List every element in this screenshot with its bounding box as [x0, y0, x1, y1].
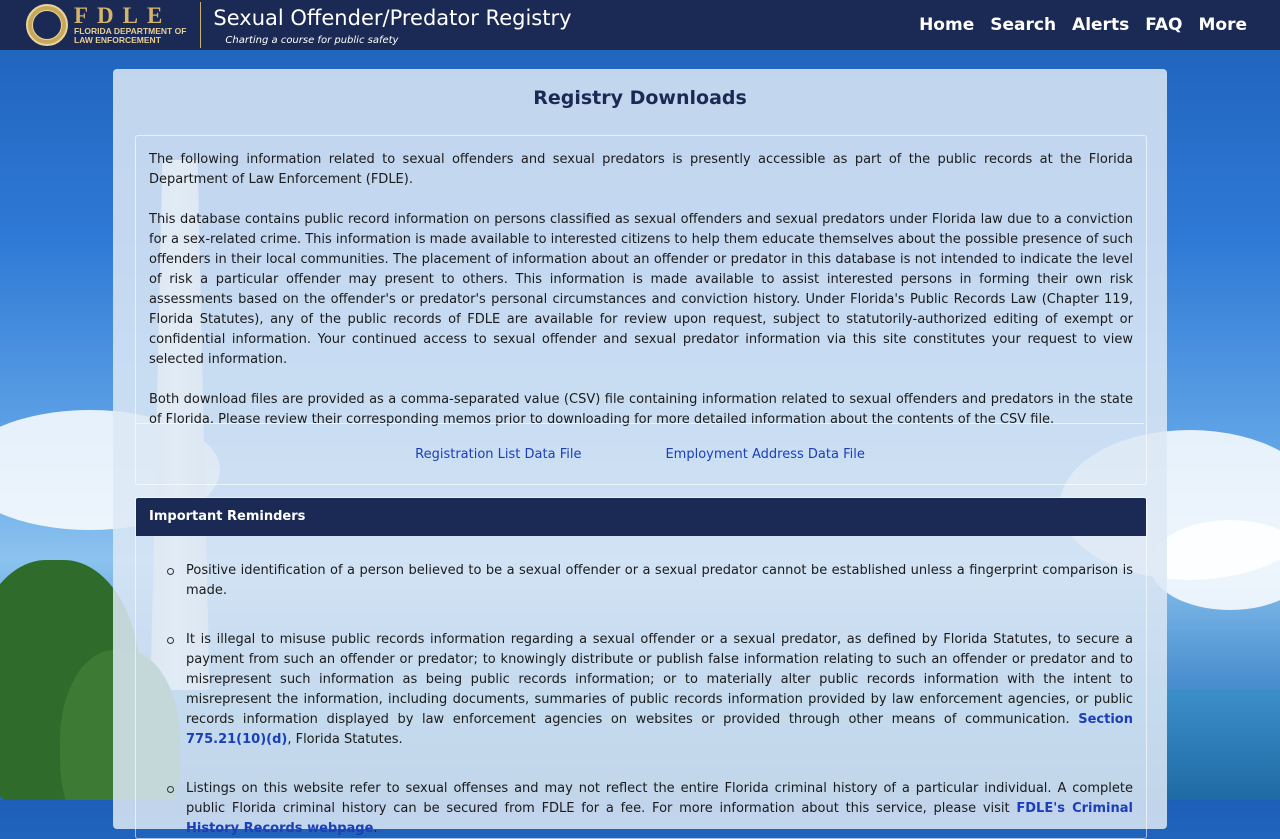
- reminder-suffix: .: [373, 821, 378, 836]
- nav-alerts[interactable]: Alerts: [1072, 15, 1130, 35]
- reminders-heading: Important Reminders: [136, 498, 1146, 536]
- registry-downloads-panel: [113, 69, 1167, 836]
- important-reminders: [135, 497, 1147, 839]
- reminder-suffix: , Florida Statutes.: [287, 732, 403, 747]
- reminder-text: Positive identification of a person believed to be a sexual offender or a sexual predator cannot be established unless a fingerprint comparison is made.: [186, 563, 1133, 598]
- info-paragraph: The following information related to sexual offenders and sexual predators is presently accessible as part of the public records at the Florida Department of Law Enforcement (FDLE).: [149, 152, 1133, 187]
- bullet-icon: [167, 568, 174, 575]
- bullet-icon: [167, 786, 174, 793]
- reminder-text: It is illegal to misuse public records information regarding a sexual offender or a sexual predator, as defined by Florida Statutes, to secure a payment from such an offender or predator; to knowingly distribute or publish false information relating to such an offender or predator and to misrepresent such information as being public records information; or to materially alter public records information with the intent to misrepresent the information, including documents, summaries of public records information provided by law enforcement agencies, or public records information displayed by law enforcement agencies on websites or provided through other means of communication.: [186, 632, 1133, 727]
- site-tagline: Charting a course for public safety: [225, 34, 399, 46]
- nav-more[interactable]: More: [1198, 15, 1247, 35]
- registration-list-link[interactable]: Registration List Data File: [415, 446, 582, 462]
- info-paragraph: Both download files are provided as a comma-separated value (CSV) file containing information related to sexual offenders and predators in the state of Florida. Please review their corresponding memos prior to downloading for more detailed information about the contents of the CSV file.: [149, 392, 1133, 427]
- list-item: [186, 779, 1133, 839]
- header-divider: [200, 2, 201, 48]
- criminal-history-link[interactable]: FDLE's Criminal History Records webpage: [186, 801, 1133, 836]
- bullet-icon: [167, 637, 174, 644]
- logo-subtitle-1: FLORIDA DEPARTMENT OF: [74, 26, 187, 36]
- info-text: [136, 136, 1146, 430]
- nav-faq[interactable]: FAQ: [1145, 15, 1183, 35]
- list-item: [186, 561, 1133, 601]
- list-item: [186, 630, 1133, 750]
- page-title: Registry Downloads: [533, 87, 747, 109]
- statute-link[interactable]: Section 775.21(10)(d): [186, 712, 1133, 747]
- site-title-block: [213, 5, 571, 46]
- download-links: [136, 423, 1144, 484]
- info-box: [135, 135, 1147, 485]
- nav-home[interactable]: Home: [919, 15, 975, 35]
- top-navbar: [0, 0, 1280, 50]
- site-title[interactable]: Sexual Offender/Predator Registry: [213, 5, 572, 30]
- employment-address-link[interactable]: Employment Address Data File: [665, 446, 865, 462]
- fdle-seal-icon: [26, 4, 68, 46]
- logo-letters: FDLE: [74, 3, 172, 28]
- reminders-list: [136, 536, 1146, 839]
- reminder-text: Listings on this website refer to sexual offenses and may not reflect the entire Florida criminal history of a particular individual. A complete public Florida criminal history can be secured from FDLE for a fee. For more information about this service, please visit: [186, 781, 1133, 816]
- nav-search[interactable]: Search: [990, 15, 1057, 35]
- info-paragraph: This database contains public record information on persons classified as sexual offenders and sexual predators under Florida law due to a conviction for a sex-related crime. This information is made available to interested citizens to help them educate themselves about the possible presence of such offenders in their local communities. The placement of information about an offender or predator in this database is not intended to indicate the level of risk a particular offender may present to others. This information is made available to assist interested persons in forming their own risk assessments based on the offender's or predator's personal circumstances and conviction history. Under Florida's Public Records Law (Chapter 119, Florida Statutes), any of the public records of FDLE are available for review upon request, subject to statutorily-authorized editing of exempt or confidential information. Your continued access to sexual offender and sexual predator information via this site constitutes your request to view selected information.: [149, 212, 1133, 367]
- fdle-logo[interactable]: [0, 0, 186, 50]
- main-nav: [903, 15, 1280, 35]
- logo-wordmark: [74, 5, 186, 45]
- logo-subtitle-2: LAW ENFORCEMENT: [74, 35, 161, 45]
